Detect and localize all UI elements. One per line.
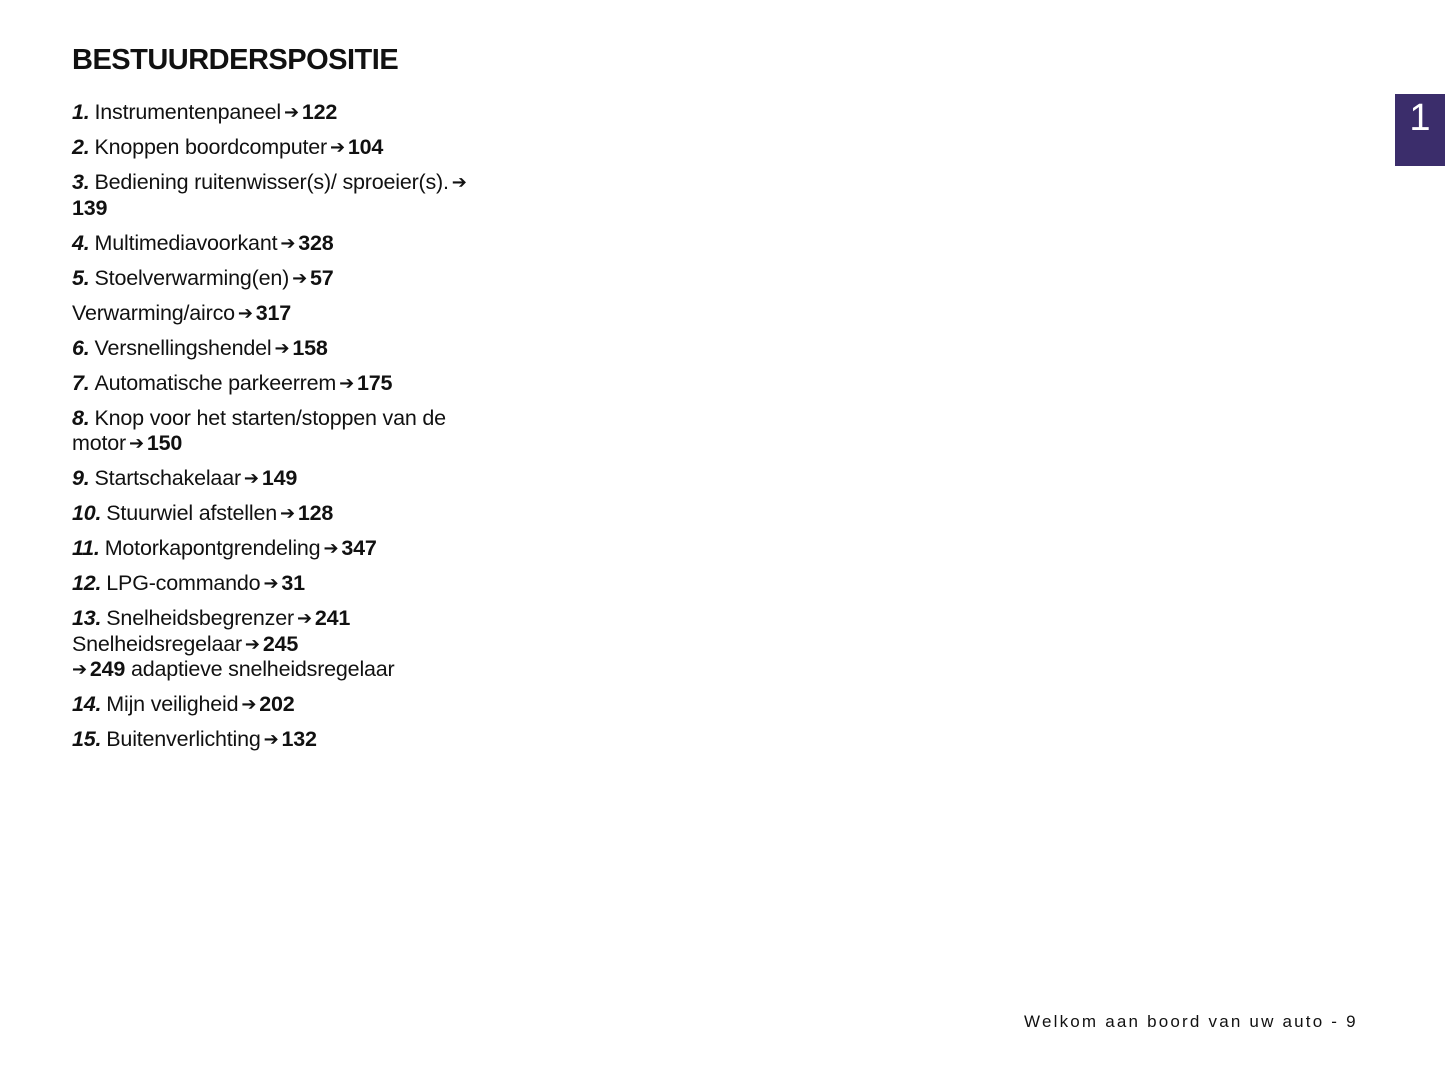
page-reference-link[interactable]: 328 xyxy=(298,230,334,255)
list-item xyxy=(72,100,472,126)
item-number: 12. xyxy=(72,571,102,595)
item-number: 7. xyxy=(72,370,90,395)
page-reference-link[interactable]: 249 xyxy=(89,657,126,681)
chapter-tab[interactable] xyxy=(1395,94,1445,166)
arrow-right-icon: ➔ xyxy=(339,372,354,393)
arrow-right-icon: ➔ xyxy=(244,633,260,654)
item-label: LPG-commando xyxy=(106,571,261,595)
list-item xyxy=(72,266,472,292)
list-item xyxy=(72,501,472,527)
page-footer: Welkom aan boord van uw auto - 9 xyxy=(1024,1012,1358,1031)
arrow-right-icon: ➔ xyxy=(296,608,312,628)
item-label: Knop voor het starten/stoppen van de motor xyxy=(72,405,446,455)
arrow-right-icon: ➔ xyxy=(263,729,279,749)
contents-list xyxy=(72,100,472,762)
item-label: Mijn veiligheid xyxy=(106,692,239,716)
item-label: Verwarming/airco xyxy=(72,300,235,325)
list-item xyxy=(72,466,472,492)
list-item xyxy=(72,336,472,362)
list-item xyxy=(72,135,472,161)
item-number: 5. xyxy=(72,265,90,290)
arrow-right-icon: ➔ xyxy=(241,694,257,714)
list-item xyxy=(72,231,472,257)
page-reference-link[interactable]: 175 xyxy=(356,370,393,395)
page-reference-link[interactable]: 347 xyxy=(341,536,377,560)
item-label: Snelheidsbegrenzer xyxy=(106,606,294,630)
item-number: 13. xyxy=(72,606,102,630)
page-reference-link[interactable]: 122 xyxy=(301,100,338,124)
item-number: 9. xyxy=(72,466,90,490)
item-label: Stoelverwarming(en) xyxy=(94,265,290,290)
item-label: Startschakelaar xyxy=(94,466,241,490)
list-item xyxy=(72,571,472,597)
list-item xyxy=(72,170,472,221)
list-item xyxy=(72,371,472,397)
page-reference-link[interactable]: 139 xyxy=(72,195,108,220)
arrow-right-icon: ➔ xyxy=(330,137,345,157)
page-reference-link[interactable]: 158 xyxy=(292,335,328,360)
list-item xyxy=(72,536,472,562)
item-number: 1. xyxy=(72,100,90,124)
item-line xyxy=(72,632,472,658)
item-label: Instrumentenpaneel xyxy=(94,100,281,124)
item-line xyxy=(72,606,472,632)
item-number: 11. xyxy=(72,536,100,560)
page-reference-link[interactable]: 31 xyxy=(281,571,305,595)
arrow-right-icon: ➔ xyxy=(274,337,290,358)
item-label: Stuurwiel afstellen xyxy=(106,501,277,525)
list-item xyxy=(72,301,472,327)
item-label: Snelheidsregelaar xyxy=(72,631,242,656)
arrow-right-icon: ➔ xyxy=(243,468,259,488)
item-label: Bediening ruitenwisser(s)/ sproeier(s). xyxy=(94,170,449,194)
page-reference-link[interactable]: 150 xyxy=(146,431,183,455)
item-label: Buitenverlichting xyxy=(106,727,261,751)
page-reference-link[interactable]: 104 xyxy=(347,135,384,159)
arrow-right-icon: ➔ xyxy=(292,267,307,288)
item-label: Multimediavoorkant xyxy=(94,230,278,255)
page-reference-link[interactable]: 245 xyxy=(262,631,299,656)
item-line xyxy=(72,657,472,683)
arrow-right-icon: ➔ xyxy=(283,102,299,122)
item-label: Motorkapontgrendeling xyxy=(104,536,321,560)
chapter-tab-number: 1 xyxy=(1409,97,1431,139)
item-number: 6. xyxy=(72,335,90,360)
list-item xyxy=(72,606,472,683)
page-reference-link[interactable]: 128 xyxy=(297,501,334,525)
page-reference-link[interactable]: 202 xyxy=(259,692,295,716)
arrow-right-icon: ➔ xyxy=(128,433,144,453)
list-item xyxy=(72,692,472,718)
page-reference-link[interactable]: 149 xyxy=(261,466,298,490)
page-title: BESTUURDERSPOSITIE xyxy=(72,44,399,76)
page-reference-link[interactable]: 317 xyxy=(255,300,292,325)
list-item xyxy=(72,727,472,753)
item-label: Knoppen boordcomputer xyxy=(94,135,327,159)
arrow-right-icon: ➔ xyxy=(72,659,87,679)
item-number: 2. xyxy=(72,135,90,159)
item-label: Versnellingshendel xyxy=(94,335,272,360)
arrow-right-icon: ➔ xyxy=(237,302,253,323)
item-number: 10. xyxy=(72,501,102,525)
arrow-right-icon: ➔ xyxy=(323,538,339,558)
list-item xyxy=(72,406,472,457)
page-reference-link[interactable]: 241 xyxy=(314,606,351,630)
item-label: Automatische parkeerrem xyxy=(94,370,337,395)
item-number: 8. xyxy=(72,405,90,430)
arrow-right-icon: ➔ xyxy=(280,232,296,253)
item-number: 3. xyxy=(72,170,90,194)
item-number: 14. xyxy=(72,692,102,716)
item-number: 15. xyxy=(72,727,102,751)
item-label: adaptieve snelheidsregelaar xyxy=(130,657,395,681)
item-number: 4. xyxy=(72,230,90,255)
page-reference-link[interactable]: 57 xyxy=(309,265,334,290)
arrow-right-icon: ➔ xyxy=(279,503,295,523)
page-reference-link[interactable]: 132 xyxy=(281,727,317,751)
arrow-right-icon: ➔ xyxy=(263,573,279,593)
arrow-right-icon: ➔ xyxy=(451,172,467,192)
